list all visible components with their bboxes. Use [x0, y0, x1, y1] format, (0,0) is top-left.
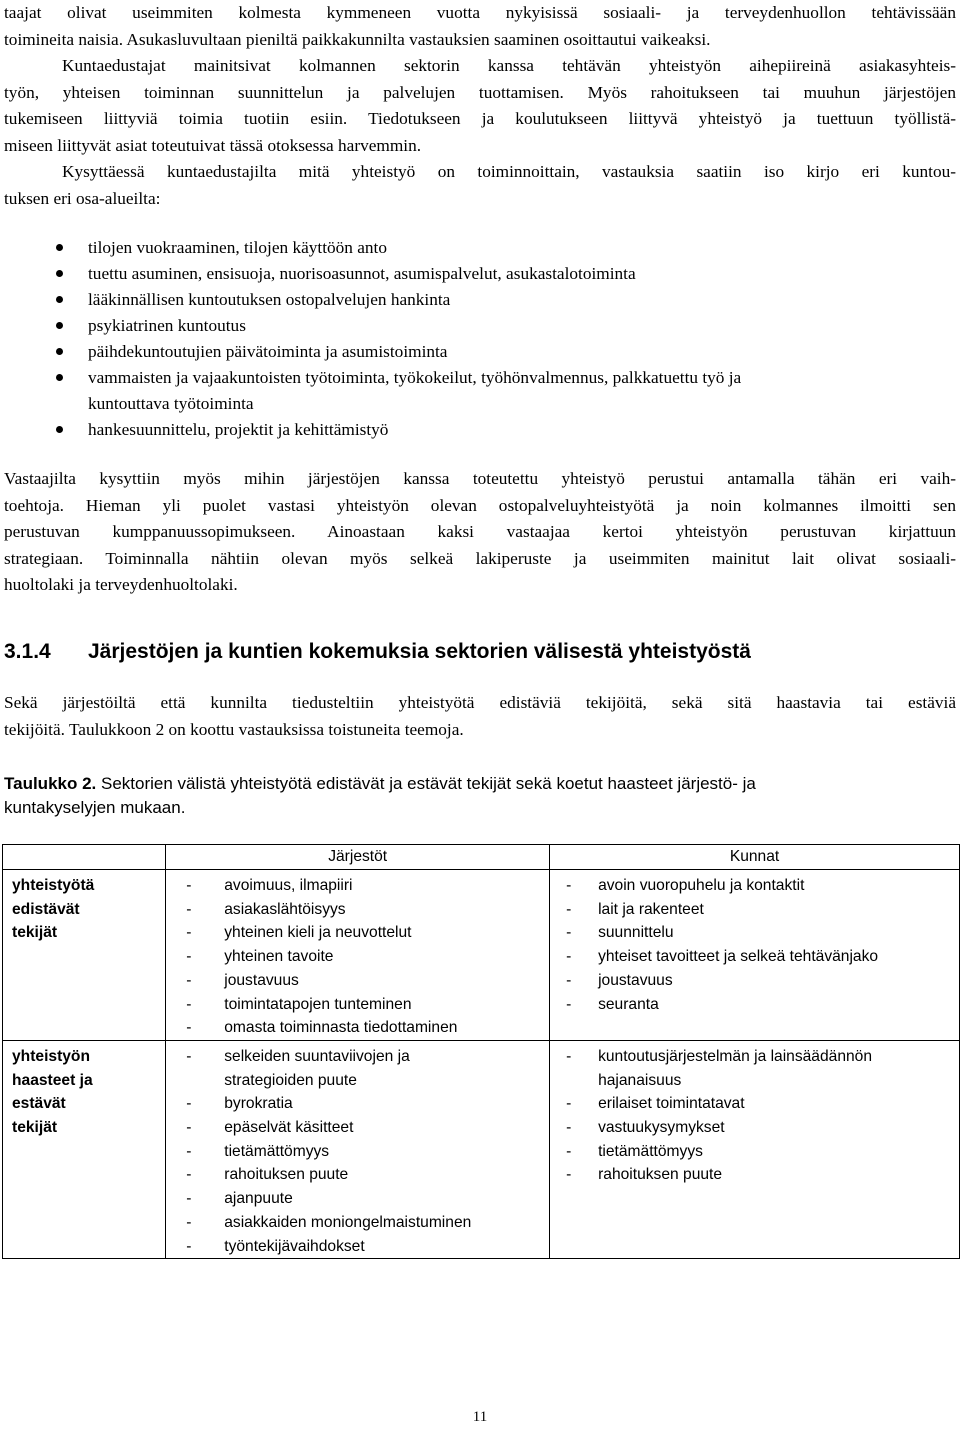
bullet-item: [0, 287, 960, 313]
section-title: Järjestöjen ja kuntien kokemuksia sektorien välisestä yhteistyöstä: [88, 640, 751, 663]
table-header-kunnat: Kunnat: [550, 845, 960, 870]
table-list-item: [166, 1140, 549, 1164]
table-caption-label: Taulukko 2.: [4, 774, 97, 793]
table-list-item: [550, 969, 959, 993]
bullet-list: [0, 235, 960, 443]
bullet-text: lääkinnällisen kuntoutuksen ostopalvelujen hankinta: [88, 290, 451, 309]
bullet-item: [0, 365, 960, 417]
bullet-dot-icon: [56, 374, 63, 381]
row-header-word: haasteet ja: [12, 1071, 93, 1089]
kunnat-list: [550, 1045, 959, 1187]
table-list-item: [550, 1116, 959, 1140]
row-header-word: tekijät: [12, 1119, 58, 1137]
table-list-item: [166, 969, 549, 993]
bullet-dot-icon: [56, 322, 63, 329]
table-list-item-text: toimintatapojen tunteminen: [224, 995, 412, 1013]
table-list-item: [166, 1045, 549, 1092]
table-cell-kunnat: [550, 870, 960, 1041]
table-caption-text-1: Sektorien välistä yhteistyötä edistävät ja estävät tekijät sekä koetut haasteet järjestö- ja: [96, 774, 756, 793]
table-header-row: [3, 845, 960, 870]
table-list-item-text: asiakkaiden moniongelmaistuminen: [224, 1213, 472, 1231]
table-list-item-text: rahoituksen puute: [224, 1166, 349, 1184]
intro-paragraph: [4, 0, 956, 212]
basis-paragraph: [4, 466, 956, 599]
page-number: 11: [472, 1409, 488, 1425]
table-list-item-text: seuranta: [598, 995, 659, 1013]
bullet-text: vammaisten ja vajaakuntoisten työtoiminta, työkokeilut, työhönvalmennus, palkkatuettu työ ja: [88, 368, 742, 387]
table-list-item: [166, 1016, 549, 1040]
table-list-item: [166, 1211, 549, 1235]
table-caption-text-2: kuntakyselyjen mukaan.: [4, 798, 186, 817]
table-list-item: [166, 1187, 549, 1211]
table-row: [3, 1040, 960, 1258]
para2-line: huoltolaki ja terveydenhuoltolaki.: [4, 575, 238, 594]
row-header-word: yhteistyötä: [12, 877, 95, 894]
table-list-item-text: kuntoutusjärjestelmän ja lainsäädännön: [598, 1047, 873, 1065]
bullet-text: tuettu asuminen, ensisuoja, nuorisoasunnot, asumispalvelut, asukastalotoiminta: [88, 264, 636, 283]
para2-line: Vastaajilta kysyttiin myös mihin järjestöjen kanssa toteutettu yhteistyö perustui antamalla tähän eri vaih-: [4, 469, 956, 488]
table-2: [2, 844, 960, 1259]
table-list-item: [166, 874, 549, 898]
bullet-text: psykiatrinen kuntoutus: [88, 316, 246, 335]
jarjestot-list: [166, 1045, 549, 1258]
table-list-item: [166, 945, 549, 969]
table-list-item-text: asiakaslähtöisyys: [224, 900, 346, 918]
bullet-dot-icon: [56, 270, 63, 277]
table-list-item: [166, 1116, 549, 1140]
bullet-item: [0, 417, 960, 443]
table-list-item-text: vastuukysymykset: [598, 1119, 725, 1137]
table-list-item-text: tietämättömyys: [224, 1142, 330, 1160]
para2-line: toehtoja. Hieman yli puolet vastasi yhteistyön olevan ostopalveluyhteistyötä ja noin kolmannes ilmoitti sen: [4, 495, 956, 515]
table-list-item-text: avoimuus, ilmapiiri: [224, 877, 353, 894]
intro-line: työn, yhteisen toiminnan suunnittelun ja palvelujen tuottamisen. Myös rahoitukseen tai muuhun järjestöjen: [4, 82, 956, 102]
bullet-text: päihdekuntoutujien päivätoiminta ja asumistoiminta: [88, 342, 448, 361]
table-list-item: [550, 993, 959, 1017]
table-caption: [4, 772, 956, 820]
table-list-item-text: byrokratia: [224, 1095, 293, 1113]
row-header-word: estävät: [12, 1095, 66, 1113]
table-list-item-text: omasta toiminnasta tiedottaminen: [224, 1019, 458, 1037]
table-list-item-text: yhteinen kieli ja neuvottelut: [224, 924, 412, 942]
table-list-item: [166, 1163, 549, 1187]
row-header-word: edistävät: [12, 900, 80, 918]
table-cell-kunnat: [550, 1040, 960, 1258]
table-header-empty: [3, 845, 166, 870]
bullet-text: tilojen vuokraaminen, tilojen käyttöön anto: [88, 238, 387, 257]
table-list-item: [166, 898, 549, 922]
table-list-item-text: erilaiset toimintatavat: [598, 1095, 745, 1113]
table-list-item-text: joustavuus: [224, 971, 299, 989]
table-list-item-text: rahoituksen puute: [598, 1166, 723, 1184]
table-row-header: [3, 1040, 166, 1258]
table-list-item: [550, 1045, 959, 1092]
table-list-item-text: avoin vuoropuhelu ja kontaktit: [598, 877, 805, 894]
intro-line: miseen liittyvät asiat toteutuivat tässä otoksessa harvemmin.: [4, 135, 422, 155]
table-list-item-text: ajanpuute: [224, 1190, 293, 1208]
row-header-word: yhteistyön: [12, 1047, 90, 1065]
bullet-dot-icon: [56, 244, 63, 251]
table-cell-jarjestot: [166, 870, 550, 1041]
intro-line: Kysyttäessä kuntaedustajilta mitä yhteistyö on toiminnoittain, vastauksia saatiin iso kirjo eri kuntou-: [62, 162, 956, 181]
para3-line: Sekä järjestöiltä että kunnilta tiedusteltiin yhteistyötä edistäviä tekijöitä, sekä sitä haastavia tai estäviä: [4, 693, 956, 712]
bullet-dot-icon: [56, 296, 63, 303]
intro-line: tuksen eri osa-alueilta:: [4, 188, 161, 208]
table-list-item: [550, 921, 959, 945]
table-list-item-text: strategioiden puute: [224, 1071, 357, 1089]
bullet-text-continued: kuntouttava työtoiminta: [88, 394, 254, 413]
para3-line: tekijöitä. Taulukkoon 2 on koottu vastauksissa toistuneita teemoja.: [4, 719, 464, 739]
bullet-item: [0, 339, 960, 365]
bullet-text: hankesuunnittelu, projektit ja kehittämistyö: [88, 420, 389, 439]
table-list-item: [166, 993, 549, 1017]
table-list-item: [550, 1163, 959, 1187]
table-list-item-text: yhteiset tavoitteet ja selkeä tehtävänjako: [598, 948, 879, 966]
table-row: [3, 870, 960, 1041]
table-list-item-text: selkeiden suuntaviivojen ja: [224, 1047, 410, 1065]
table-list-item: [166, 921, 549, 945]
row-header-word: tekijät: [12, 924, 58, 942]
bullet-item: [0, 261, 960, 287]
jarjestot-list: [166, 874, 549, 1040]
intro-line: toimineita naisia. Asukasluvultaan pieniltä paikkakunnilta vastauksien saaminen osoittautui vaikeaksi.: [4, 29, 711, 49]
table-row-header: [3, 870, 166, 1041]
bullet-dot-icon: [56, 348, 63, 355]
table-list-item-text: epäselvät käsitteet: [224, 1119, 354, 1137]
bullet-dot-icon: [56, 426, 63, 433]
table-cell-jarjestot: [166, 1040, 550, 1258]
bullet-item: [0, 235, 960, 261]
kunnat-list: [550, 874, 959, 1016]
table-header-jarjestot: Järjestöt: [166, 845, 550, 870]
intro-line: taajat olivat useimmiten kolmesta kymmeneen vuotta nykyisissä sosiaali- ja terveydenhuollon tehtävissään: [4, 3, 956, 22]
table-list-item: [166, 1092, 549, 1116]
para2-line: perustuvan kumppanuussopimukseen. Ainoastaan kaksi vastaajaa kertoi yhteistyön perustuvan kirjattuun: [4, 522, 956, 541]
intro-line: Kuntaedustajat mainitsivat kolmannen sektorin kanssa tehtävän yhteistyön aihepiireinä asiakasyhteis-: [62, 56, 956, 75]
table-intro-paragraph: [4, 690, 956, 743]
table-list-item-text: suunnittelu: [598, 924, 674, 942]
table-list-item-text: yhteinen tavoite: [224, 948, 334, 966]
table-list-item-text: joustavuus: [598, 971, 673, 989]
table-list-item: [550, 874, 959, 898]
table-list-item-text: hajanaisuus: [598, 1071, 682, 1089]
table-list-item: [550, 898, 959, 922]
table-list-item: [550, 1092, 959, 1116]
table-list-item: [550, 1140, 959, 1164]
table-list-item-text: lait ja rakenteet: [598, 900, 704, 918]
table-list-item: [550, 945, 959, 969]
table-list-item: [166, 1235, 549, 1259]
bullet-item: [0, 313, 960, 339]
para2-line: strategiaan. Toiminnalla nähtiin olevan myös selkeä lakiperuste ja useimmiten mainitut lait olivat sosiaali-: [4, 548, 956, 568]
table-list-item-text: tietämättömyys: [598, 1142, 703, 1160]
table-list-item-text: työntekijävaihdokset: [224, 1237, 365, 1255]
section-number: 3.1.4: [4, 640, 51, 663]
intro-line: tukemiseen liittyviä toimia tuotiin esiin. Tiedotukseen ja koulutukseen liittyvä yhteistyö ja tuettuun työllistä-: [4, 109, 956, 128]
section-heading: [4, 640, 751, 664]
